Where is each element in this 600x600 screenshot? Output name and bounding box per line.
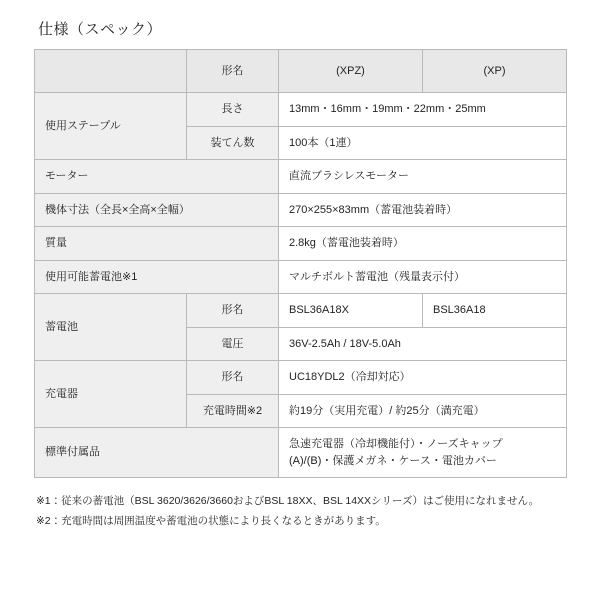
row-value-battery-voltage: 36V-2.5Ah / 18V-5.0Ah bbox=[279, 327, 567, 361]
table-row bbox=[35, 294, 567, 328]
footnote-2: ※2：充電時間は周囲温度や蓄電池の状態により長くなるときがあります。 bbox=[36, 514, 386, 527]
footnote-1: ※1：従来の蓄電池（BSL 3620/3626/3660およびBSL 18XX、BSL 14XXシリーズ）はご使用になれません。 bbox=[36, 495, 540, 507]
accessories-line-1: 急速充電器（冷却機能付）・ノーズキャップ bbox=[289, 438, 503, 450]
row-value-weight: 2.8kg（蓄電池装着時） bbox=[279, 227, 567, 261]
row-value-staple-length: 13mm・16mm・19mm・22mm・25mm bbox=[279, 93, 567, 127]
row-label-usable-battery: 使用可能蓄電池※1 bbox=[35, 260, 279, 294]
row-value-usable-battery: マルチボルト蓄電池（残量表示付） bbox=[279, 260, 567, 294]
table-row bbox=[35, 160, 567, 194]
table-row bbox=[35, 361, 567, 395]
page-title: 仕様（スペック） bbox=[38, 21, 163, 38]
row-value-battery-model-xpz: BSL36A18X bbox=[279, 294, 423, 328]
row-sub-battery-model: 形名 bbox=[187, 294, 279, 328]
row-sub-battery-voltage: 電圧 bbox=[187, 327, 279, 361]
table-row bbox=[35, 227, 567, 261]
row-sub-charge-time: 充電時間※2 bbox=[187, 394, 279, 428]
table-row bbox=[35, 428, 567, 478]
row-value-charge-time: 約19分（実用充電）/ 約25分（満充電） bbox=[279, 394, 567, 428]
table-row bbox=[35, 260, 567, 294]
row-value-battery-model-xp: BSL36A18 bbox=[423, 294, 567, 328]
row-value-dimensions: 270×255×83mm（蓄電池装着時） bbox=[279, 193, 567, 227]
table-header-row bbox=[35, 50, 567, 93]
row-value-staple-capacity: 100本（1連） bbox=[279, 126, 567, 160]
header-blank-1 bbox=[35, 50, 187, 93]
row-label-weight: 質量 bbox=[35, 227, 279, 261]
row-label-motor: モーター bbox=[35, 160, 279, 194]
row-label-staple: 使用ステープル bbox=[35, 93, 187, 160]
row-label-dimensions: 機体寸法（全長×全高×全幅） bbox=[35, 193, 279, 227]
header-model-name: 形名 bbox=[187, 50, 279, 93]
header-xpz: (XPZ) bbox=[279, 50, 423, 93]
row-sub-charger-model: 形名 bbox=[187, 361, 279, 395]
row-sub-length: 長さ bbox=[187, 93, 279, 127]
header-xp: (XP) bbox=[423, 50, 567, 93]
row-value-charger-model: UC18YDL2（冷却対応） bbox=[279, 361, 567, 395]
row-sub-capacity: 装てん数 bbox=[187, 126, 279, 160]
footnotes bbox=[34, 492, 566, 532]
row-label-accessories: 標準付属品 bbox=[35, 428, 279, 478]
table-row bbox=[35, 93, 567, 127]
row-label-battery: 蓄電池 bbox=[35, 294, 187, 361]
row-value-motor: 直流ブラシレスモーター bbox=[279, 160, 567, 194]
row-label-charger: 充電器 bbox=[35, 361, 187, 428]
spec-table bbox=[34, 49, 567, 478]
row-value-accessories bbox=[279, 428, 567, 478]
table-row bbox=[35, 193, 567, 227]
accessories-line-2: (A)/(B)・保護メガネ・ケース・電池カバー bbox=[289, 454, 497, 467]
